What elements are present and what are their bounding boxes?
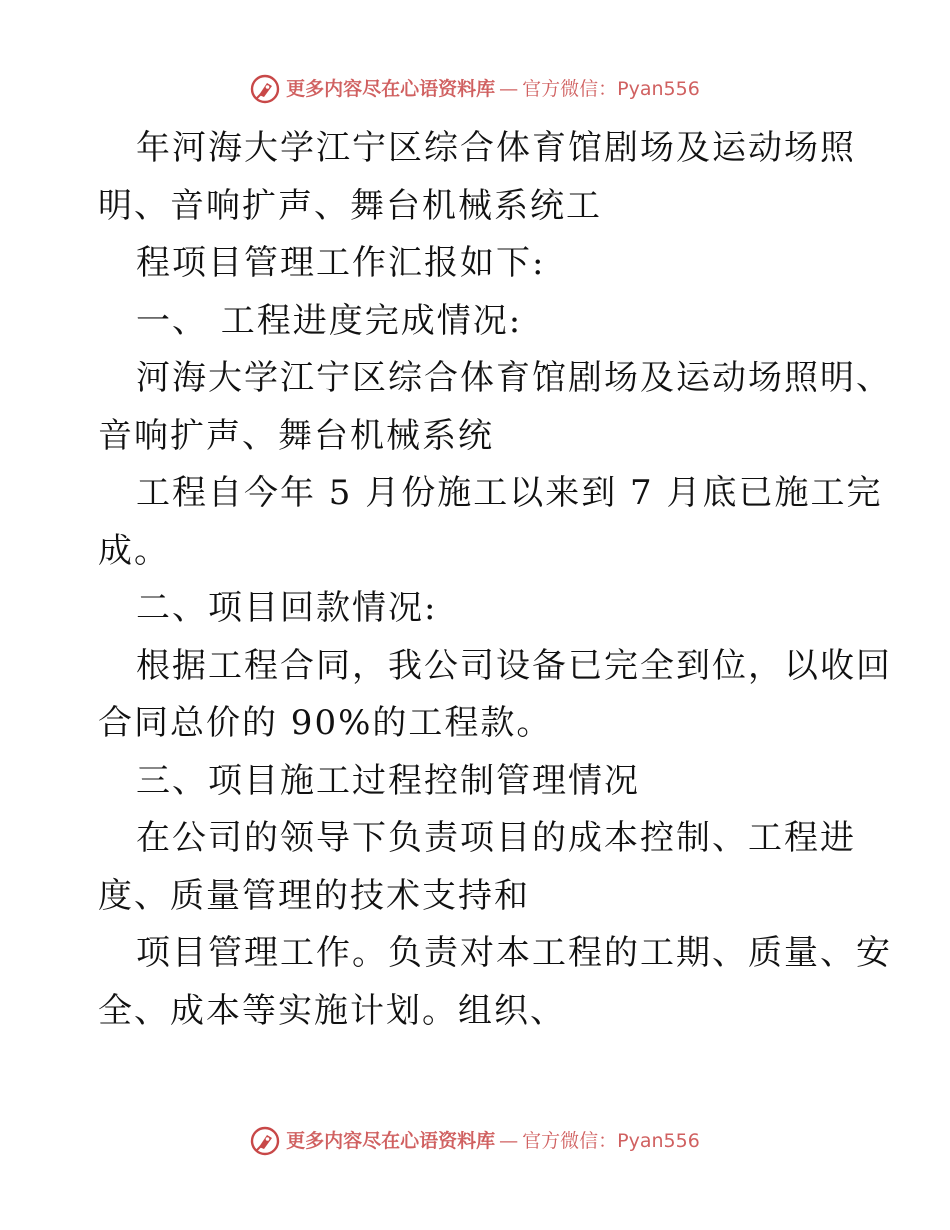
- paragraph-line: 成。: [98, 530, 170, 571]
- header-watermark: [0, 74, 950, 104]
- paragraph-line: 在公司的领导下负责项目的成本控制、工程进: [136, 818, 856, 858]
- paragraph-line: 项目管理工作。负责对本工程的工期、质量、安: [136, 933, 892, 973]
- paragraph-line: 工程自今年 5 月份施工以来到 7 月底已施工完: [136, 473, 883, 513]
- paragraph-line: 年河海大学江宁区综合体育馆剧场及运动场照: [136, 128, 856, 168]
- watermark-wechat: 官方微信：Pyan556: [522, 78, 700, 100]
- section-heading: 一、 工程进度完成情况:: [136, 300, 523, 341]
- paragraph-line: 河海大学江宁区综合体育馆剧场及运动场照明、: [136, 358, 892, 398]
- paragraph-line: 程项目管理工作汇报如下:: [136, 243, 546, 283]
- paragraph-line: 音响扩声、舞台机械系统: [98, 415, 494, 456]
- paragraph-line: 全、成本等实施计划。组织、: [98, 990, 566, 1031]
- document-body: [98, 120, 892, 1040]
- section-heading: 二、项目回款情况:: [136, 588, 438, 628]
- paragraph-line: 根据工程合同，我公司设备已完全到位，以收回: [136, 645, 892, 686]
- footer-watermark: [0, 1126, 950, 1156]
- watermark-separator: —: [499, 78, 519, 100]
- pen-nib-icon: [250, 1126, 280, 1156]
- watermark-wechat: 官方微信：Pyan556: [522, 1130, 700, 1152]
- paragraph-line: 合同总价的 90%的工程款。: [98, 703, 553, 743]
- paragraph-line: 明、音响扩声、舞台机械系统工: [98, 185, 602, 226]
- watermark-separator: —: [499, 1130, 519, 1152]
- watermark-text: 更多内容尽在心语资料库: [286, 78, 496, 100]
- watermark-text: 更多内容尽在心语资料库: [286, 1130, 496, 1152]
- paragraph-line: 度、质量管理的技术支持和: [98, 875, 530, 916]
- section-heading: 三、项目施工过程控制管理情况: [136, 760, 640, 801]
- pen-nib-icon: [250, 74, 280, 104]
